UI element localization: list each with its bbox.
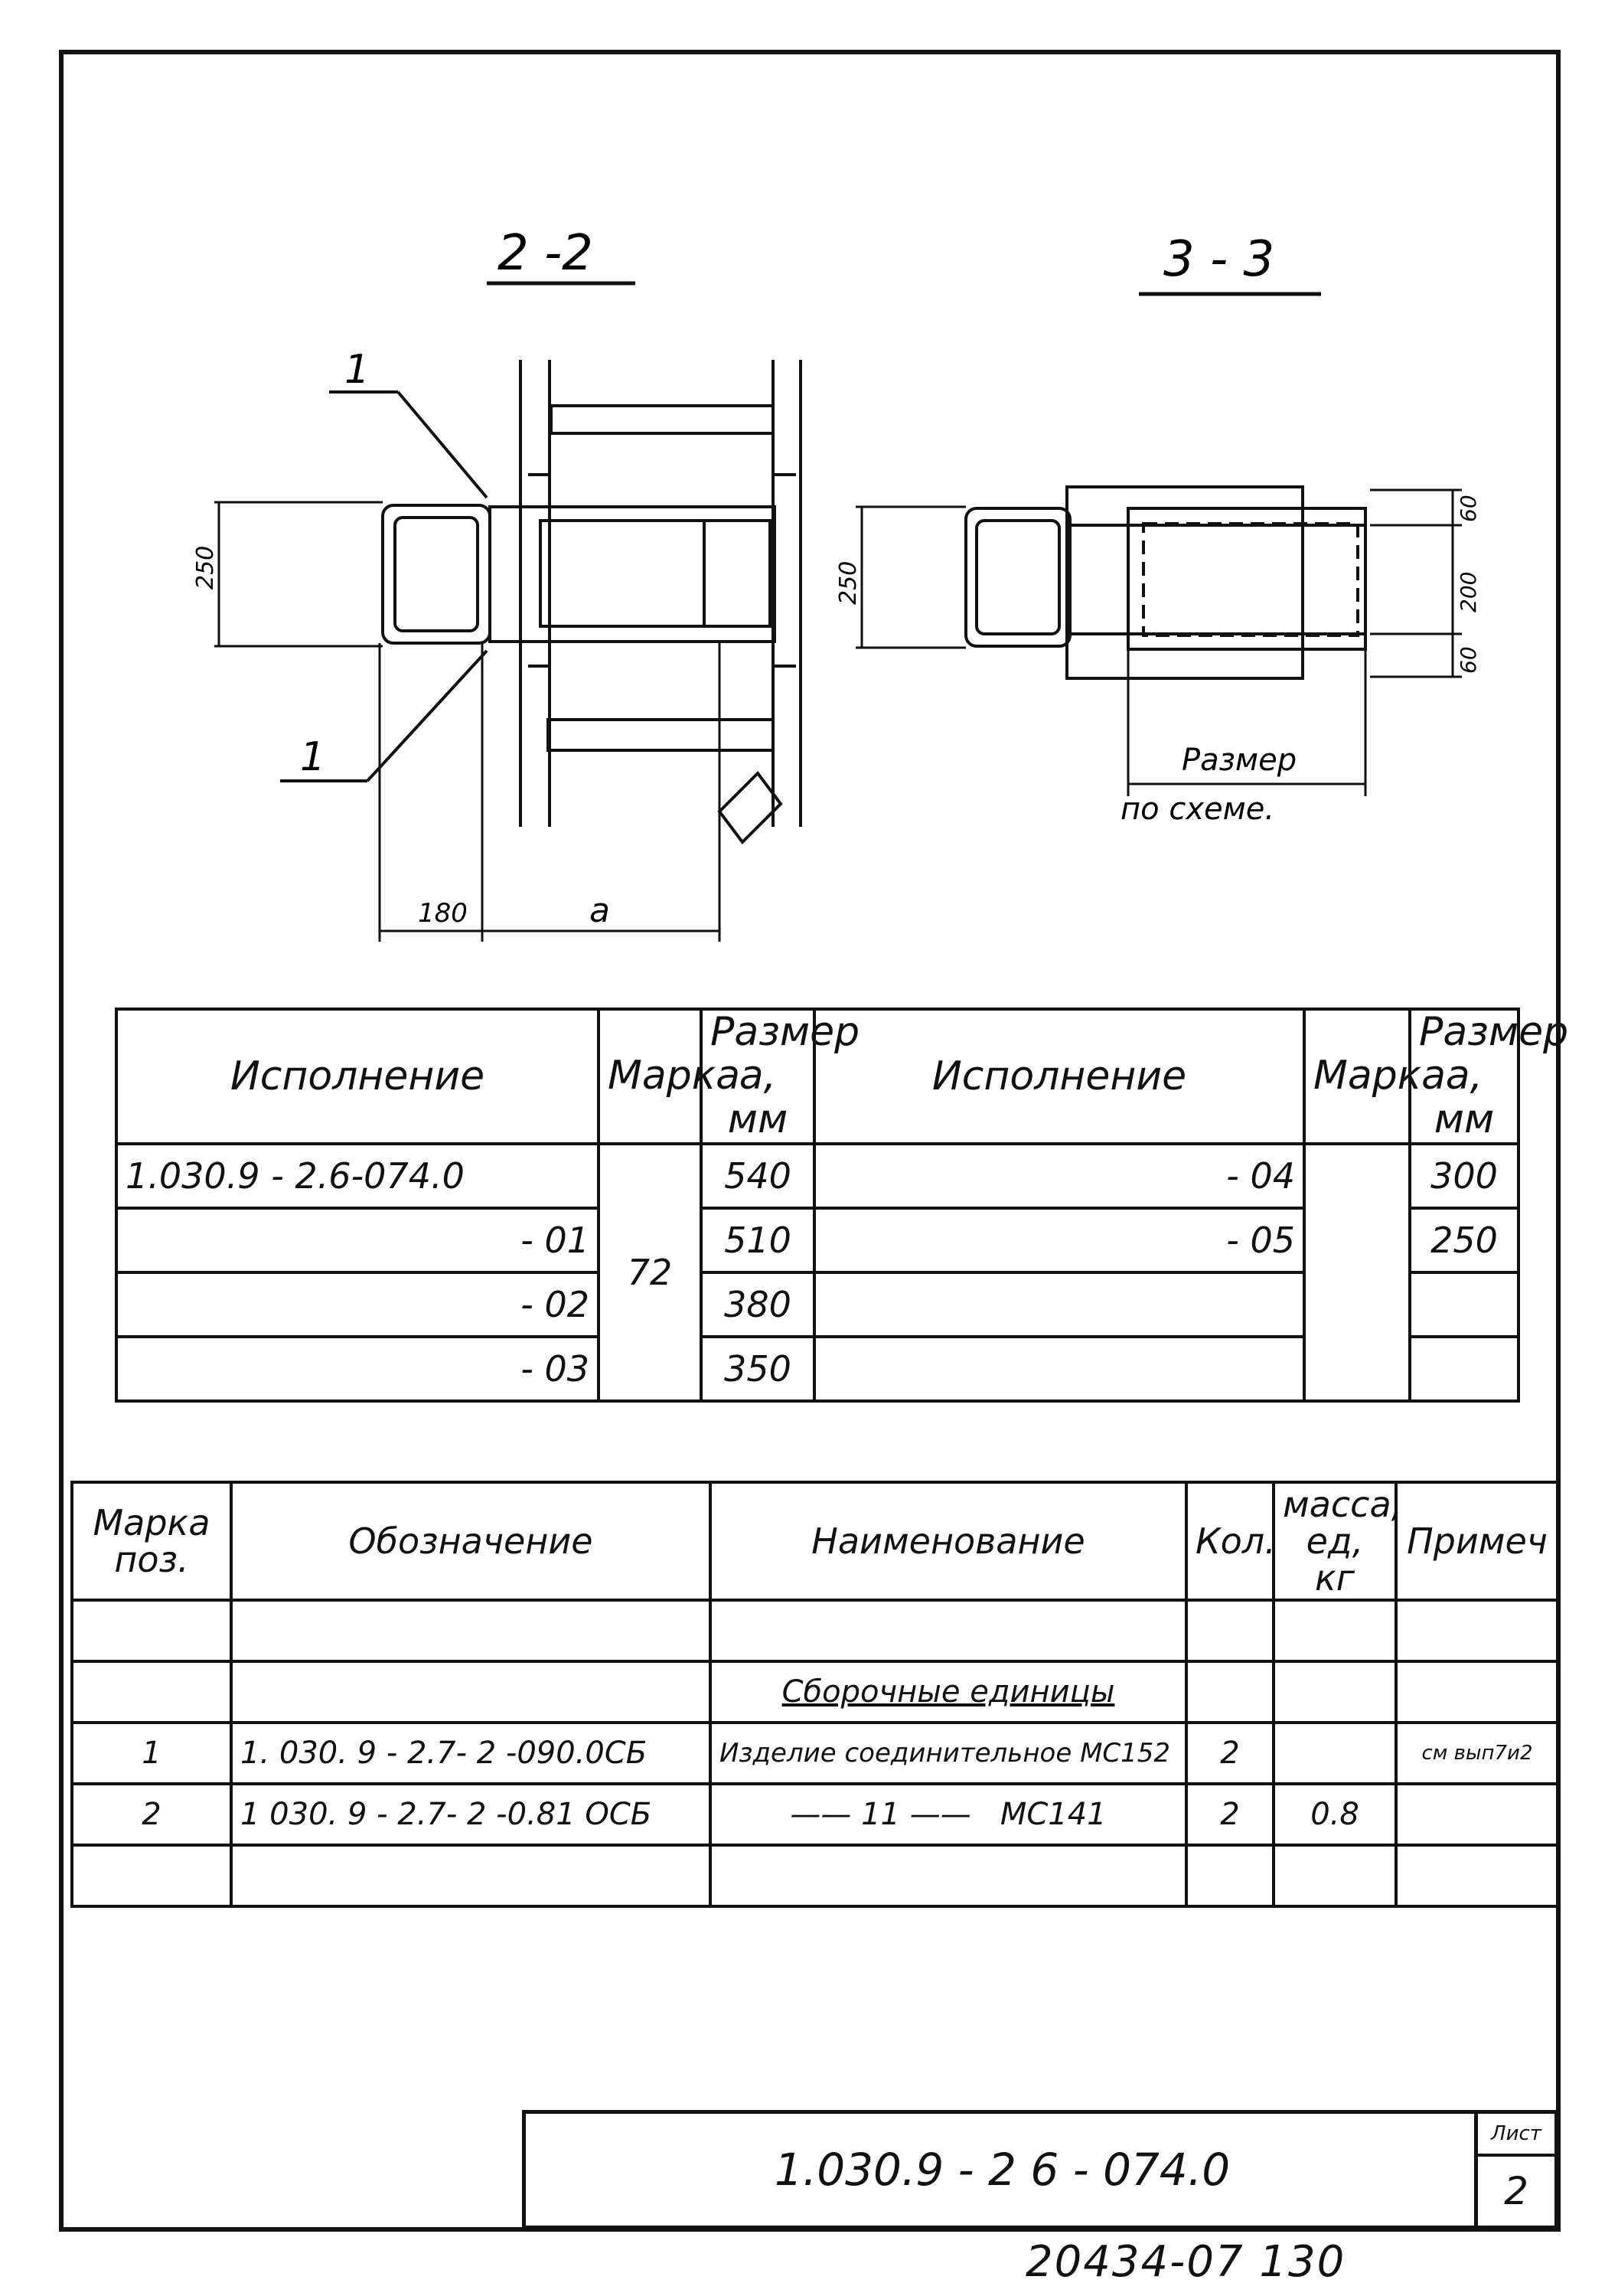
callout-bottom-label: 1	[300, 734, 326, 780]
section-3-dimensions	[856, 490, 1462, 796]
version-code-2: - 05	[814, 1208, 1304, 1272]
versions-header-version: Исполнение	[116, 1009, 599, 1144]
version-size-2: 250	[1410, 1208, 1519, 1272]
section-2-dimensions	[214, 502, 719, 942]
version-mark-2	[1304, 1144, 1410, 1401]
spec-brand: МС141	[1000, 1797, 1107, 1832]
version-code-2: - 04	[814, 1144, 1304, 1208]
spec-header-designation: Обозначение	[231, 1482, 710, 1600]
spec-mass: 0.8	[1274, 1784, 1396, 1845]
spec-row-empty	[72, 1845, 1558, 1906]
version-mark: 72	[599, 1144, 701, 1401]
spec-header-note: Примеч	[1396, 1482, 1558, 1600]
versions-header-size: Размер а, мм	[701, 1009, 814, 1144]
version-size-2	[1410, 1272, 1519, 1337]
sheet-number: 2	[1504, 2169, 1528, 2213]
spec-note: см вып7и2	[1396, 1723, 1558, 1784]
spec-row	[72, 1784, 1558, 1845]
dim-250-right: 250	[835, 560, 862, 605]
spec-row-section	[72, 1661, 1558, 1723]
spec-brand: МС152	[1080, 1738, 1171, 1769]
versions-header-mark: Марка	[599, 1009, 701, 1144]
versions-header-size-2: Размер а, мм	[1410, 1009, 1519, 1144]
version-size-2: 300	[1410, 1144, 1519, 1208]
dim-a: a	[589, 891, 610, 930]
dim-180: 180	[418, 898, 468, 929]
dim-60-top: 60	[1456, 495, 1481, 522]
version-code-2	[814, 1337, 1304, 1401]
document-code: 1.030.9 - 2 6 - 074.0	[774, 2144, 1231, 2196]
spec-header-pos: Марка поз.	[72, 1482, 231, 1600]
dim-250-left: 250	[192, 545, 219, 590]
spec-header-mass: масса, ед, кг	[1274, 1482, 1396, 1600]
version-code: 1.030.9 - 2.6-074.0	[116, 1144, 599, 1208]
spec-header-qty: Кол.	[1186, 1482, 1274, 1600]
version-size: 510	[701, 1208, 814, 1272]
spec-pos: 1	[72, 1723, 231, 1784]
specification-table	[70, 1481, 1560, 1908]
spec-designation: 1 030. 9 - 2.7- 2 -0.81 ОСБ	[231, 1784, 710, 1845]
sheet-cell	[1474, 2114, 1554, 2226]
spec-mass	[1274, 1723, 1396, 1784]
spec-header-name: Наименование	[710, 1482, 1186, 1600]
callout-leader-bottom-diag	[367, 651, 487, 781]
size-note-line2: по схеме.	[1121, 792, 1275, 827]
spec-designation: 1. 030. 9 - 2.7- 2 -090.0СБ	[231, 1723, 710, 1784]
callout-top-label: 1	[344, 347, 370, 393]
spec-name: —— 11 —— МС141	[710, 1784, 1186, 1845]
spec-row	[72, 1723, 1558, 1784]
versions-row	[116, 1144, 1519, 1208]
spec-header-row	[72, 1482, 1558, 1600]
versions-header-mark-2: Марка	[1304, 1009, 1410, 1144]
spec-qty: 2	[1186, 1723, 1274, 1784]
dim-200: 200	[1456, 571, 1481, 612]
title-block	[522, 2110, 1558, 2229]
spec-qty: 2	[1186, 1784, 1274, 1845]
callout-leader-top-diag	[398, 392, 487, 498]
size-note-line1: Размер	[1182, 743, 1297, 778]
sheet-label: Лист	[1478, 2114, 1554, 2157]
dim-60-bottom: 60	[1456, 646, 1481, 674]
version-code: - 03	[116, 1337, 599, 1401]
section-2-drawing	[383, 360, 801, 842]
version-size: 380	[701, 1272, 814, 1337]
version-size: 350	[701, 1337, 814, 1401]
versions-header-row	[116, 1009, 1519, 1144]
version-size: 540	[701, 1144, 814, 1208]
archive-code: 20434-07 130	[1026, 2237, 1346, 2287]
versions-header-version-2: Исполнение	[814, 1009, 1304, 1144]
spec-name: Изделие соединительное МС152	[710, 1723, 1186, 1784]
section-3-title: 3 - 3	[1163, 231, 1275, 288]
section-2-title: 2 -2	[497, 225, 593, 282]
spec-row-empty	[72, 1600, 1558, 1661]
versions-table	[115, 1008, 1569, 1403]
spec-note	[1396, 1784, 1558, 1845]
spec-section-title: Сборочные единицы	[710, 1661, 1186, 1723]
version-code: - 02	[116, 1272, 599, 1337]
version-size-2	[1410, 1337, 1519, 1401]
version-code-2	[814, 1272, 1304, 1337]
spec-pos: 2	[72, 1784, 231, 1845]
section-3-drawing	[966, 487, 1365, 678]
version-code: - 01	[116, 1208, 599, 1272]
